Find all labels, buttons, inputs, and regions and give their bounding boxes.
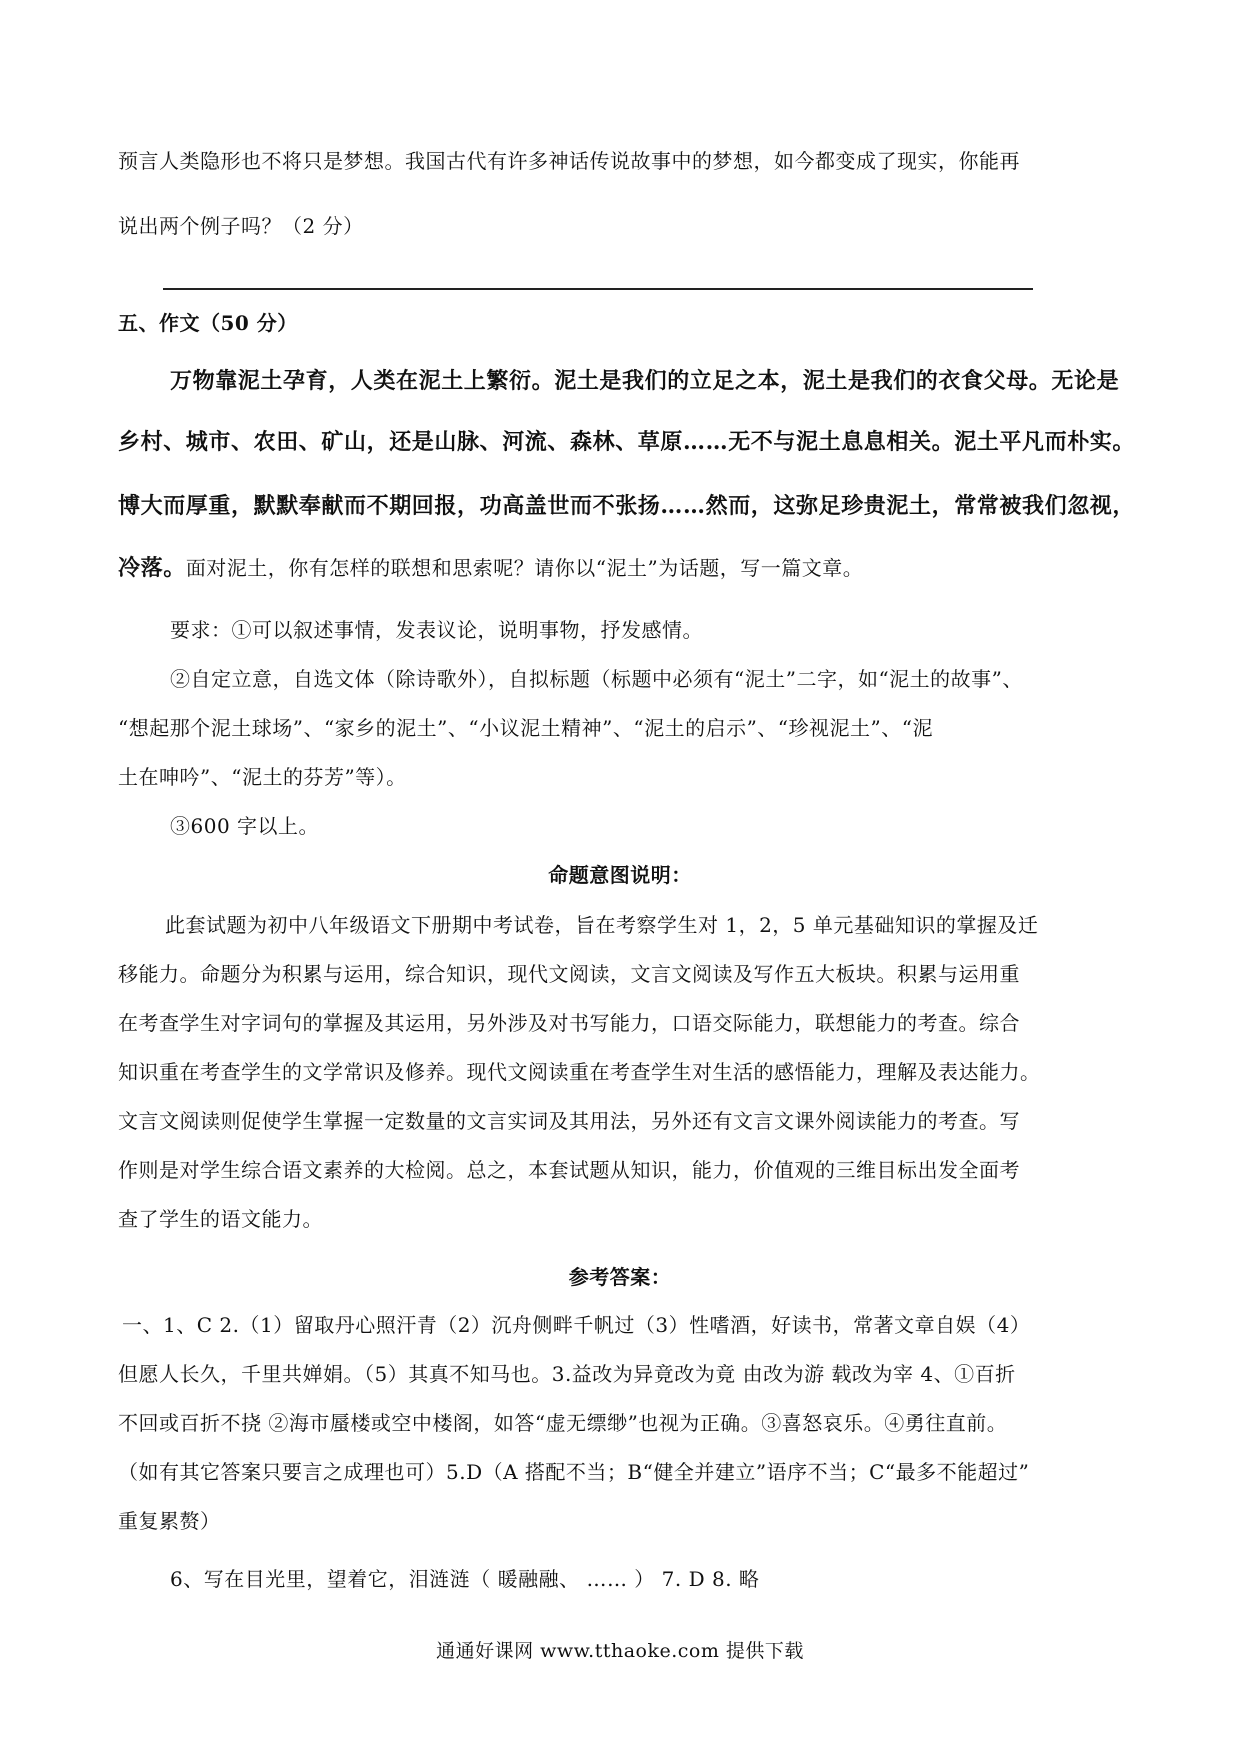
essay-prompt-bold: 冷落。 bbox=[118, 555, 186, 581]
answers-heading: 参考答案： bbox=[568, 1265, 672, 1289]
answer-blank-line bbox=[163, 288, 1033, 290]
intent-line: 文言文阅读则促使学生掌握一定数量的文言实词及其用法，另外还有文言文课外阅读能力的考查。写 bbox=[118, 1109, 1020, 1133]
continuation-line: 预言人类隐形也不将只是梦想。我国古代有许多神话传说故事中的梦想，如今都变成了现实，你能再 bbox=[118, 149, 1020, 173]
intent-line: 作则是对学生综合语文素养的大检阅。总之，本套试题从知识，能力，价值观的三维目标出发全面考 bbox=[118, 1158, 1020, 1182]
intent-heading: 命题意图说明： bbox=[548, 863, 692, 887]
answer-line: 一、1、C 2.（1）留取丹心照汗青（2）沉舟侧畔千帆过（3）性嗜酒，好读书，常著文章自娱（4） bbox=[122, 1313, 1031, 1337]
intent-line: 查了学生的语文能力。 bbox=[118, 1207, 323, 1231]
essay-prompt-line: 博大而厚重，默默奉献而不期回报，功高盖世而不张扬……然而，这弥足珍贵泥土，常常被我们忽视， bbox=[118, 493, 1136, 519]
continuation-line: 说出两个例子吗？（2 分） bbox=[118, 214, 364, 238]
section-heading: 五、作文（50 分） bbox=[118, 311, 298, 335]
answer-line: 6、写在目光里，望着它，泪涟涟（ 暖融融、 …… ） 7. D 8. 略 bbox=[170, 1567, 760, 1591]
essay-prompt-line: 万物靠泥土孕育，人类在泥土上繁衍。泥土是我们的立足之本，泥土是我们的衣食父母。无论是 bbox=[170, 368, 1120, 394]
intent-line: 知识重在考查学生的文学常识及修养。现代文阅读重在考查学生对生活的感悟能力，理解及表达能力。 bbox=[118, 1060, 1041, 1084]
answer-line: 重复累赘） bbox=[118, 1509, 221, 1533]
essay-prompt-line bbox=[118, 553, 863, 583]
answer-line: 但愿人长久，千里共婵娟。（5）其真不知马也。3.益改为异竟改为竟 由改为游 载改为宰 4、①百折 bbox=[118, 1362, 1016, 1386]
answer-line: 不回或百折不挠 ②海市蜃楼或空中楼阁，如答“虚无缥缈”也视为正确。③喜怒哀乐。④勇往直前。 bbox=[118, 1411, 1008, 1435]
answer-line: （如有其它答案只要言之成理也可）5.D（A 搭配不当；B“健全并建立”语序不当；C“最多不能超过” bbox=[118, 1460, 1030, 1484]
essay-prompt-rest: 面对泥土，你有怎样的联想和思索呢？请你以“泥土”为话题，写一篇文章。 bbox=[185, 556, 864, 580]
requirement-line: ③600 字以上。 bbox=[170, 814, 320, 838]
intent-line: 移能力。命题分为积累与运用，综合知识，现代文阅读，文言文阅读及写作五大板块。积累与运用重 bbox=[118, 962, 1020, 986]
intent-line: 在考查学生对字词句的掌握及其运用，另外涉及对书写能力，口语交际能力，联想能力的考查。综合 bbox=[118, 1011, 1020, 1035]
requirement-line: “想起那个泥土球场”、“家乡的泥土”、“小议泥土精神”、“泥土的启示”、“珍视泥土”、“泥 bbox=[118, 716, 933, 740]
intent-line: 此套试题为初中八年级语文下册期中考试卷，旨在考察学生对 1，2，5 单元基础知识的掌握及迁 bbox=[165, 913, 1039, 937]
requirement-line: 土在呻吟”、“泥土的芬芳”等）。 bbox=[118, 765, 407, 789]
essay-prompt-line: 乡村、城市、农田、矿山，还是山脉、河流、森林、草原……无不与泥土息息相关。泥土平凡而朴实。 bbox=[118, 429, 1136, 455]
requirement-line: ②自定立意，自选文体（除诗歌外），自拟标题（标题中必须有“泥土”二字，如“泥土的故事”、 bbox=[170, 667, 1023, 691]
page-footer: 通通好课网 www.tthaoke.com 提供下载 bbox=[436, 1640, 804, 1662]
requirement-line: 要求：①可以叙述事情，发表议论，说明事物，抒发感情。 bbox=[170, 618, 703, 642]
